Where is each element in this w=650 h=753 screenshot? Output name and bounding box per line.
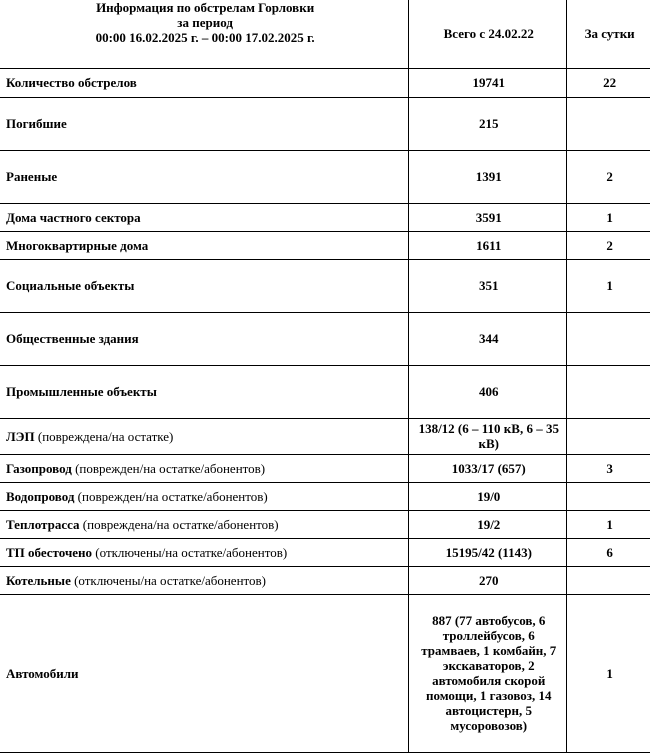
row-total: 1033/17 (657) — [409, 454, 567, 482]
table-row — [0, 365, 650, 418]
row-day: 1 — [567, 203, 650, 231]
table-row — [0, 231, 650, 259]
row-label: Газопровод (поврежден/на остатке/абонентов) — [0, 454, 409, 482]
row-day — [567, 312, 650, 365]
row-total: 138/12 (6 – 110 кВ, 6 – 35 кВ) — [409, 418, 567, 454]
row-day: 2 — [567, 231, 650, 259]
row-day — [567, 418, 650, 454]
table-row — [0, 594, 650, 752]
row-total: 1391 — [409, 150, 567, 203]
table-row — [0, 510, 650, 538]
row-label: Многоквартирные дома — [0, 231, 409, 259]
table-row — [0, 482, 650, 510]
row-total: 15195/42 (1143) — [409, 538, 567, 566]
row-label: Погибшие — [0, 97, 409, 150]
row-total: 19/0 — [409, 482, 567, 510]
table-row — [0, 259, 650, 312]
table-header-row — [0, 0, 650, 68]
row-label: Социальные объекты — [0, 259, 409, 312]
row-total: 3591 — [409, 203, 567, 231]
row-label: ТП обесточено (отключены/на остатке/абонентов) — [0, 538, 409, 566]
header-day: За сутки — [567, 0, 650, 68]
table-row — [0, 203, 650, 231]
row-label: Автомобили — [0, 594, 409, 752]
row-total: 270 — [409, 566, 567, 594]
table-row — [0, 454, 650, 482]
header-total: Всего с 24.02.22 — [409, 0, 567, 68]
report-title-line: Информация по обстрелам Горловки — [96, 0, 315, 15]
report-period-label: за период — [177, 15, 233, 30]
row-day — [567, 365, 650, 418]
row-day: 1 — [567, 594, 650, 752]
row-total: 19741 — [409, 68, 567, 97]
row-day — [567, 566, 650, 594]
table-row — [0, 538, 650, 566]
row-label: Количество обстрелов — [0, 68, 409, 97]
row-label: Котельные (отключены/на остатке/абонентов) — [0, 566, 409, 594]
row-label: Дома частного сектора — [0, 203, 409, 231]
row-label: Теплотрасса (повреждена/на остатке/абонентов) — [0, 510, 409, 538]
row-day: 22 — [567, 68, 650, 97]
table-row — [0, 566, 650, 594]
row-day: 1 — [567, 259, 650, 312]
row-day — [567, 482, 650, 510]
row-day: 6 — [567, 538, 650, 566]
table-row — [0, 97, 650, 150]
row-label: Общественные здания — [0, 312, 409, 365]
row-total: 1611 — [409, 231, 567, 259]
row-day: 3 — [567, 454, 650, 482]
row-total: 406 — [409, 365, 567, 418]
row-label: ЛЭП (повреждена/на остатке) — [0, 418, 409, 454]
row-total: 887 (77 автобусов, 6 троллейбусов, 6 трамваев, 1 комбайн, 7 экскаваторов, 2 автомобиля скорой помощи, 1 газовоз, 14 автоцистерн, 5 мусоровозов) — [409, 594, 567, 752]
report-period-range: 00:00 16.02.2025 г. – 00:00 17.02.2025 г. — [95, 30, 315, 45]
row-day: 2 — [567, 150, 650, 203]
row-label: Промышленные объекты — [0, 365, 409, 418]
row-day — [567, 97, 650, 150]
row-total: 344 — [409, 312, 567, 365]
row-label: Водопровод (поврежден/на остатке/абонентов) — [0, 482, 409, 510]
report-title-cell — [0, 0, 409, 68]
row-total: 351 — [409, 259, 567, 312]
table-row — [0, 150, 650, 203]
table-row — [0, 312, 650, 365]
row-total: 215 — [409, 97, 567, 150]
row-day: 1 — [567, 510, 650, 538]
row-total: 19/2 — [409, 510, 567, 538]
row-label: Раненые — [0, 150, 409, 203]
table-row — [0, 418, 650, 454]
table-row — [0, 68, 650, 97]
